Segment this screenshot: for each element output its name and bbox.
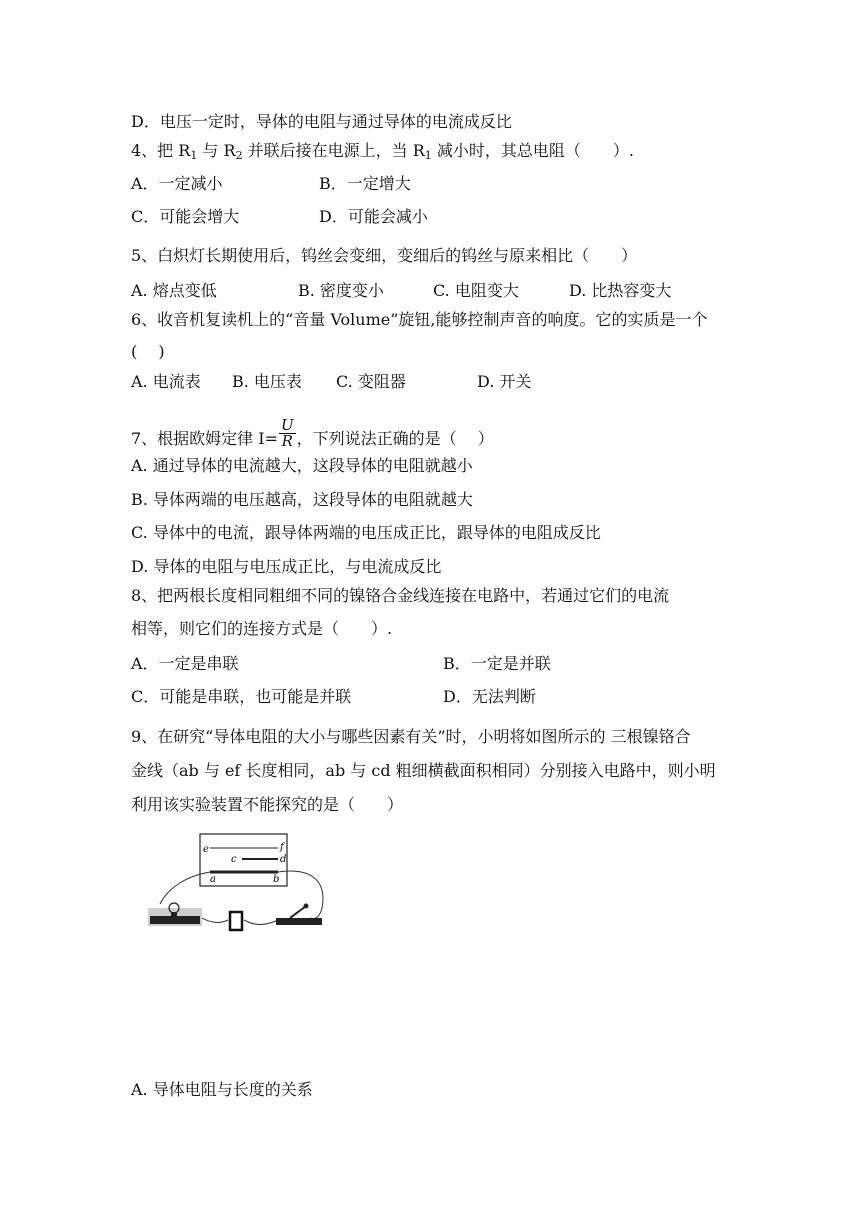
- q4-stem: [131, 141, 634, 161]
- q3-option-d: D．电压一定时，导体的电阻与通过导体的电流成反比: [131, 112, 512, 131]
- lamp-base: [150, 916, 200, 924]
- q6-option-b: B. 电压表: [232, 372, 302, 391]
- q6-stem-line2: ( ): [131, 342, 165, 361]
- q4-option-b: B．一定增大: [319, 174, 411, 193]
- q5-option-c: C. 电阻变大: [433, 281, 519, 300]
- q5-stem: 5、白炽灯长期使用后，钨丝会变细，变细后的钨丝与原来相比（ ）: [131, 246, 638, 265]
- q8-option-b: B．一定是并联: [443, 654, 551, 673]
- q7-stem: [131, 416, 494, 455]
- wire-lamp-to-a: [160, 872, 210, 904]
- fraction-numerator: U: [281, 416, 294, 434]
- q7-option-d: D. 导体的电阻与电压成正比，与电流成反比: [131, 557, 442, 576]
- q4-sub2: 2: [235, 149, 243, 162]
- q4-option-c: C．可能会增大: [131, 207, 240, 226]
- ohm-law-fraction: [279, 418, 296, 449]
- q5-option-a: A. 熔点变低: [131, 281, 217, 300]
- q8-option-d: D．无法判断: [443, 687, 536, 706]
- q4-sub3: 1: [424, 149, 432, 162]
- q8-option-a: A．一定是串联: [131, 654, 239, 673]
- switch-base: [276, 918, 322, 925]
- q4-stem-a: 4、把 R: [131, 141, 191, 160]
- q8-option-c: C．可能是串联，也可能是并联: [131, 687, 352, 706]
- q9-stem-line2: 金线（ab 与 ef 长度相同，ab 与 cd 粗细横截面积相同）分别接入电路中，则小明: [131, 761, 716, 780]
- q6-option-c: C. 变阻器: [336, 372, 406, 391]
- label-c: c: [231, 854, 237, 865]
- switch-lever: [290, 906, 306, 918]
- q7-option-a: A. 通过导体的电流越大，这段导体的电阻就越小: [131, 456, 473, 475]
- q7-option-c: C. 导体中的电流，跟导体两端的电压成正比，跟导体的电阻成反比: [131, 523, 601, 542]
- fraction-denominator: R: [281, 432, 293, 450]
- q4-option-d: D．可能会减小: [319, 207, 428, 226]
- q9-option-a: A. 导体电阻与长度的关系: [131, 1080, 313, 1099]
- label-e: e: [203, 844, 209, 855]
- q6-option-d: D. 开关: [477, 372, 532, 391]
- battery-icon: [230, 912, 242, 930]
- label-d: d: [280, 854, 287, 865]
- q8-stem-line2: 相等，则它们的连接方式是（ ）.: [131, 619, 393, 638]
- q6-option-a: A. 电流表: [131, 372, 201, 391]
- q9-stem-line1: 9、在研究“导体电阻的大小与哪些因素有关”时，小明将如图所示的 三根镍铬合: [131, 727, 691, 746]
- q4-option-a: A．一定减小: [131, 174, 223, 193]
- q7-option-b: B. 导体两端的电压越高，这段导体的电阻就越大: [131, 490, 473, 509]
- circuit-diagram: [140, 832, 340, 934]
- label-f: f: [280, 842, 284, 853]
- q4-stem-b: 与 R: [197, 141, 236, 160]
- q5-option-b: B. 密度变小: [298, 281, 384, 300]
- q4-stem-d: 减小时，其总电阻（ ）.: [431, 141, 634, 160]
- q7-stem-b: ，下列说法正确的是（ ）: [296, 429, 494, 448]
- wire-battery-to-switch: [244, 920, 278, 925]
- label-b: b: [273, 874, 280, 885]
- wire-b-to-switch: [278, 871, 323, 918]
- bulb-socket: [171, 912, 177, 916]
- q8-stem-line1: 8、把两根长度相同粗细不同的镍铬合金线连接在电路中，若通过它们的电流: [131, 586, 670, 605]
- q4-stem-c: 并联后接在电源上，当 R: [242, 141, 425, 160]
- switch-knob: [304, 904, 309, 909]
- q6-stem-line1: 6、收音机复读机上的“音量 Volume”旋钮,能够控制声音的响度。它的实质是一个: [131, 310, 708, 329]
- label-a: a: [210, 874, 216, 885]
- q9-stem-line3: 利用该实验装置不能探究的是（ ）: [131, 795, 404, 814]
- q4-sub1: 1: [190, 149, 198, 162]
- q5-option-d: D. 比热容变大: [569, 281, 672, 300]
- q7-stem-a: 7、根据欧姆定律 I=: [131, 429, 278, 448]
